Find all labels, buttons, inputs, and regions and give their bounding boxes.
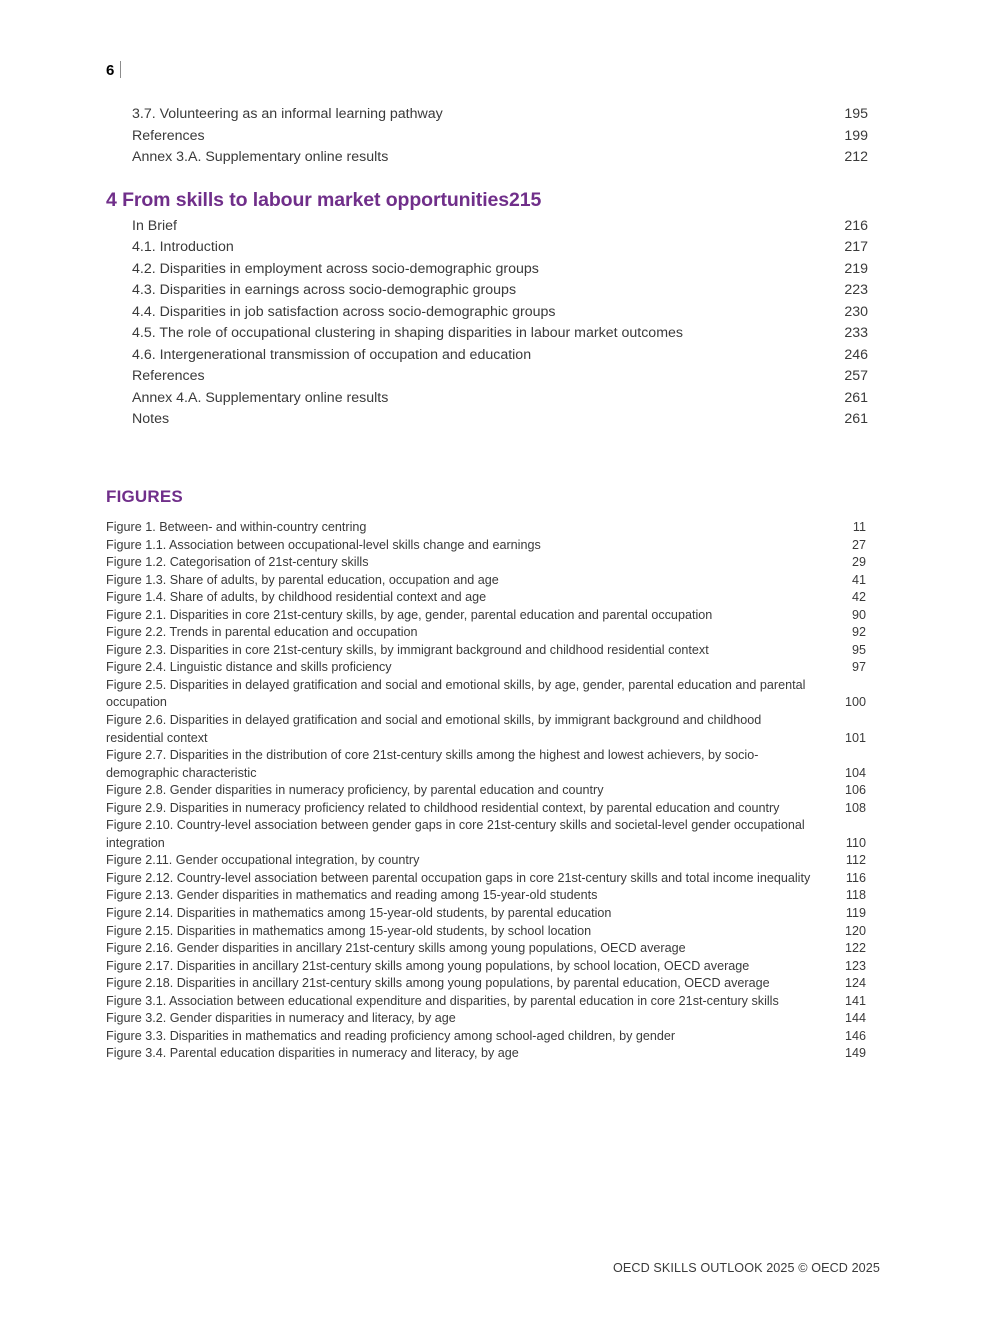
toc-entry-label: 3.7. Volunteering as an informal learning pathway (132, 106, 443, 122)
figure-entry-label: Figure 2.9. Disparities in numeracy proficiency related to childhood residential context, by parental education and country (106, 800, 780, 815)
toc-entry-row[interactable] (106, 409, 868, 431)
figure-entry-label: Figure 2.10. Country-level association between gender gaps in core 21st-century skills and societal-level gender occupational integration (106, 818, 805, 850)
figure-entry-row[interactable] (106, 1045, 866, 1063)
toc-entry-row[interactable] (106, 366, 868, 388)
figure-entry-label: Figure 3.2. Gender disparities in numeracy and literacy, by age (106, 1011, 456, 1026)
figure-entry-row[interactable] (106, 958, 866, 976)
figure-entry-page-number: 146 (844, 1028, 866, 1043)
figure-entry-row[interactable] (106, 607, 866, 625)
figure-entry-label: Figure 2.18. Disparities in ancillary 21st-century skills among young populations, by parental education, OECD average (106, 976, 770, 991)
figure-entry-label: Figure 2.7. Disparities in the distribution of core 21st-century skills among the highest and lowest achievers, by socio-demographic characteristic (106, 748, 759, 780)
figure-entry-label: Figure 2.4. Linguistic distance and skills proficiency (106, 660, 392, 675)
figure-entry-page-number: 97 (851, 660, 866, 675)
figure-entry-page-number: 108 (844, 800, 866, 815)
figure-entry-row[interactable] (106, 712, 866, 747)
figure-entry-page-number: 41 (851, 572, 866, 587)
toc-chapter-title: 4 From skills to labour market opportunities (106, 188, 510, 211)
figure-entry-label: Figure 3.1. Association between educational expenditure and disparities, by parental education in core 21st-century skills (106, 993, 779, 1008)
toc-leading-entries (106, 104, 868, 169)
figure-entry-row[interactable] (106, 659, 866, 677)
figure-entry-row[interactable] (106, 852, 866, 870)
figure-entry-row[interactable] (106, 870, 866, 888)
toc-entry-label: References (132, 127, 205, 144)
toc-entry-page-number: 261 (844, 389, 868, 406)
toc-entry-row[interactable] (106, 388, 868, 410)
toc-entry-label: In Brief (132, 217, 177, 234)
figure-entry-label: Figure 1.2. Categorisation of 21st-century skills (106, 555, 369, 570)
figure-entry-row[interactable] (106, 923, 866, 941)
figure-entry-row[interactable] (106, 1028, 866, 1046)
figure-entry-page-number: 144 (844, 1011, 866, 1026)
figure-entry-page-number: 141 (844, 993, 866, 1008)
figure-entry-row[interactable] (106, 677, 866, 712)
figure-entry-label: Figure 2.17. Disparities in ancillary 21st-century skills among young populations, by school location, OECD average (106, 958, 750, 973)
folio-divider-rule (120, 61, 121, 78)
figure-entry-label: Figure 1.1. Association between occupational-level skills change and earnings (106, 537, 541, 552)
toc-entry-label: 4.3. Disparities in earnings across socio-demographic groups (132, 282, 517, 298)
figure-entry-label: Figure 2.14. Disparities in mathematics among 15-year-old students, by parental education (106, 906, 612, 921)
toc-entry-row[interactable] (106, 237, 868, 259)
figure-entry-row[interactable] (106, 887, 866, 905)
figure-entry-row[interactable] (106, 905, 866, 923)
figure-entry-page-number: 119 (845, 906, 866, 921)
running-head (106, 58, 121, 79)
toc-entry-label: References (132, 368, 205, 384)
toc-chapter-entries (106, 216, 868, 431)
figures-section-heading: FIGURES (106, 487, 183, 506)
figure-entry-label: Figure 2.15. Disparities in mathematics among 15-year-old students, by school location (106, 923, 592, 938)
figure-entry-page-number: 11 (852, 520, 866, 534)
figures-list (106, 519, 866, 1063)
figure-entry-row[interactable] (106, 537, 866, 555)
figure-entry-page-number: 106 (844, 783, 866, 798)
figure-entry-row[interactable] (106, 817, 866, 852)
toc-entry-page-number: 195 (844, 106, 868, 122)
figure-entry-page-number: 95 (851, 642, 866, 657)
figure-entry-row[interactable] (106, 554, 866, 572)
figure-entry-label: Figure 2.5. Disparities in delayed gratification and social and emotional skills, by age, gender, parental education and parental occupation (106, 677, 806, 710)
figure-entry-row[interactable] (106, 1010, 866, 1028)
toc-entry-row[interactable] (106, 216, 868, 238)
figure-entry-page-number: 29 (851, 555, 866, 570)
figure-entry-row[interactable] (106, 800, 866, 818)
figure-entry-row[interactable] (106, 642, 866, 660)
toc-entry-label: 4.6. Intergenerational transmission of occupation and education (132, 346, 532, 363)
toc-entry-page-number: 199 (844, 127, 868, 144)
figure-entry-page-number: 120 (844, 923, 866, 938)
toc-entry-label: 4.2. Disparities in employment across socio-demographic groups (132, 260, 539, 277)
figure-entry-page-number: 42 (851, 590, 866, 605)
figure-entry-label: Figure 2.6. Disparities in delayed gratification and social and emotional skills, by immigrant background and childhood residential context (106, 713, 762, 745)
page-folio-number: 6 (106, 62, 115, 79)
figure-entry-page-number: 101 (844, 730, 866, 745)
page-footer: OECD SKILLS OUTLOOK 2025 © OECD 2025 (613, 1261, 880, 1275)
toc-entry-label: Annex 3.A. Supplementary online results (132, 149, 389, 165)
figure-entry-page-number: 124 (844, 976, 866, 991)
table-of-contents (106, 104, 868, 431)
toc-chapter-page-number: 215 (509, 188, 542, 211)
toc-entry-page-number: 219 (844, 260, 868, 277)
figure-entry-row[interactable] (106, 589, 866, 607)
toc-entry-row[interactable] (106, 104, 868, 126)
figure-entry-page-number: 92 (851, 625, 866, 640)
figure-entry-label: Figure 2.1. Disparities in core 21st-century skills, by age, gender, parental education and parental occupation (106, 607, 713, 622)
figure-entry-page-number: 123 (844, 958, 866, 973)
figure-entry-row[interactable] (106, 940, 866, 958)
figure-entry-label: Figure 2.2. Trends in parental education and occupation (106, 625, 418, 640)
toc-entry-row[interactable] (106, 147, 868, 169)
toc-entry-label: 4.1. Introduction (132, 239, 234, 255)
figure-entry-page-number: 118 (845, 888, 866, 903)
toc-entry-row[interactable] (106, 126, 868, 148)
toc-chapter-heading-row[interactable] (106, 187, 868, 213)
figure-entry-label: Figure 3.4. Parental education disparities in numeracy and literacy, by age (106, 1046, 519, 1061)
figure-entry-label: Figure 2.8. Gender disparities in numeracy proficiency, by parental education and country (106, 783, 604, 798)
toc-entry-row[interactable] (106, 302, 868, 324)
figure-entry-label: Figure 1.3. Share of adults, by parental education, occupation and age (106, 572, 499, 587)
toc-entry-label: Annex 4.A. Supplementary online results (132, 389, 389, 406)
figure-entry-page-number: 27 (851, 537, 866, 552)
figure-entry-page-number: 112 (845, 853, 866, 868)
toc-entry-label: 4.4. Disparities in job satisfaction across socio-demographic groups (132, 303, 556, 320)
toc-entry-page-number: 212 (844, 149, 868, 165)
toc-entry-page-number: 217 (844, 239, 868, 255)
figure-entry-label: Figure 2.3. Disparities in core 21st-century skills, by immigrant background and childhood residential context (106, 642, 709, 657)
figure-entry-page-number: 110 (845, 835, 866, 850)
toc-entry-label: Notes (132, 411, 170, 427)
figure-entry-page-number: 122 (844, 941, 866, 956)
toc-entry-page-number: 261 (844, 411, 868, 427)
figure-entry-label: Figure 2.12. Country-level association between parental occupation gaps in core 21st-century skills and total income inequality (106, 870, 811, 885)
figure-entry-page-number: 90 (851, 607, 866, 622)
toc-entry-row[interactable] (106, 280, 868, 302)
toc-entry-page-number: 233 (844, 325, 868, 341)
toc-entry-label: 4.5. The role of occupational clustering in shaping disparities in labour market outcomes (132, 325, 683, 341)
toc-entry-page-number: 230 (844, 303, 868, 320)
figure-entry-page-number: 116 (845, 870, 866, 885)
toc-entry-page-number: 223 (844, 282, 868, 298)
toc-entry-row[interactable] (106, 345, 868, 367)
figure-entry-row[interactable] (106, 624, 866, 642)
figure-entry-row[interactable] (106, 519, 866, 537)
toc-entry-page-number: 257 (844, 368, 868, 384)
toc-entry-page-number: 216 (844, 217, 868, 234)
toc-entry-row[interactable] (106, 259, 868, 281)
figure-entry-label: Figure 2.13. Gender disparities in mathematics and reading among 15-year-old students (106, 888, 598, 903)
figure-entry-page-number: 100 (844, 695, 866, 710)
figure-entry-label: Figure 3.3. Disparities in mathematics and reading proficiency among school-aged children, by gender (106, 1028, 676, 1043)
figure-entry-label: Figure 1. Between- and within-country centring (106, 520, 367, 534)
toc-entry-page-number: 246 (844, 346, 868, 363)
figure-entry-page-number: 104 (844, 765, 866, 780)
figure-entry-label: Figure 1.4. Share of adults, by childhood residential context and age (106, 590, 487, 605)
figure-entry-row[interactable] (106, 975, 866, 993)
figure-entry-row[interactable] (106, 782, 866, 800)
toc-entry-row[interactable] (106, 323, 868, 345)
figure-entry-row[interactable] (106, 572, 866, 590)
figure-entry-label: Figure 2.16. Gender disparities in ancillary 21st-century skills among young populations, OECD average (106, 941, 686, 956)
figure-entry-row[interactable] (106, 993, 866, 1011)
figure-entry-label: Figure 2.11. Gender occupational integration, by country (106, 853, 420, 868)
figure-entry-row[interactable] (106, 747, 866, 782)
figure-entry-page-number: 149 (844, 1046, 866, 1061)
